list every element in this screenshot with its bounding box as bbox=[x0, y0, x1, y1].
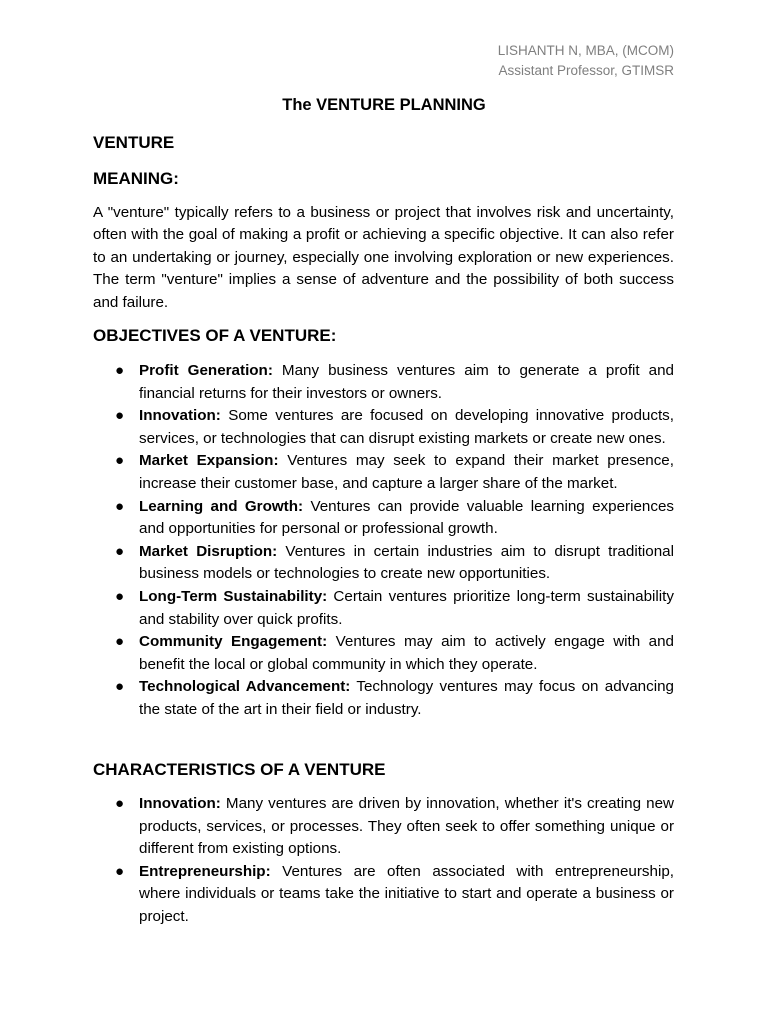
list-item: ● Innovation: Many ventures are driven by innovation, whether it's creating new products, services, or processes. They often seek to offer something unique or different from existing options. bbox=[115, 795, 674, 858]
characteristics-list bbox=[93, 793, 674, 929]
meaning-paragraph: A "venture" typically refers to a business or project that involves risk and uncertainty, often with the goal of making a profit or achieving a specific objective. It can also refer to an undertaking or journey, especially one involving exploration or new experiences. The term "venture" implies a sense of adventure and the possibility of both success and failure. bbox=[93, 204, 674, 311]
list-item: ● Long-Term Sustainability: Certain ventures prioritize long-term sustainability and stability over quick profits. bbox=[115, 587, 674, 628]
list-item: ● Market Disruption: Ventures in certain industries aim to disrupt traditional business models or technologies to create new opportunities. bbox=[115, 542, 674, 583]
list-item: ● Innovation: Some ventures are focused on developing innovative products, services, or technologies that can disrupt existing markets or create new ones. bbox=[115, 407, 674, 447]
heading-characteristics: CHARACTERISTICS OF A VENTURE bbox=[93, 760, 386, 779]
page-header bbox=[498, 41, 674, 81]
list-item: ● Profit Generation: Many business ventures aim to generate a profit and financial returns for their investors or owners. bbox=[115, 362, 675, 402]
list-item: ● Market Expansion: Ventures may seek to expand their market presence, increase their customer base, and capture a larger share of the market. bbox=[115, 452, 674, 492]
document-title: The VENTURE PLANNING bbox=[282, 96, 486, 114]
list-item: ● Learning and Growth: Ventures can provide valuable learning experiences and opportunities for personal or professional growth. bbox=[115, 497, 675, 538]
list-item: ● Community Engagement: Ventures may aim to actively engage with and benefit the local or global community in which they operate. bbox=[115, 633, 674, 673]
list-item: ● Entrepreneurship: Ventures are often associated with entrepreneurship, where individuals or teams take the initiative to start and operate a business or project. bbox=[115, 862, 674, 925]
author-designation: Assistant Professor, GTIMSR bbox=[498, 63, 674, 78]
heading-meaning: MEANING: bbox=[93, 169, 179, 188]
list-item: ● Technological Advancement: Technology ventures may focus on advancing the state of the art in their field or industry. bbox=[115, 678, 674, 718]
heading-venture: VENTURE bbox=[93, 133, 175, 152]
objectives-list bbox=[93, 360, 674, 722]
author-name: LISHANTH N, MBA, (MCOM) bbox=[497, 43, 674, 58]
heading-objectives: OBJECTIVES OF A VENTURE: bbox=[93, 326, 337, 345]
